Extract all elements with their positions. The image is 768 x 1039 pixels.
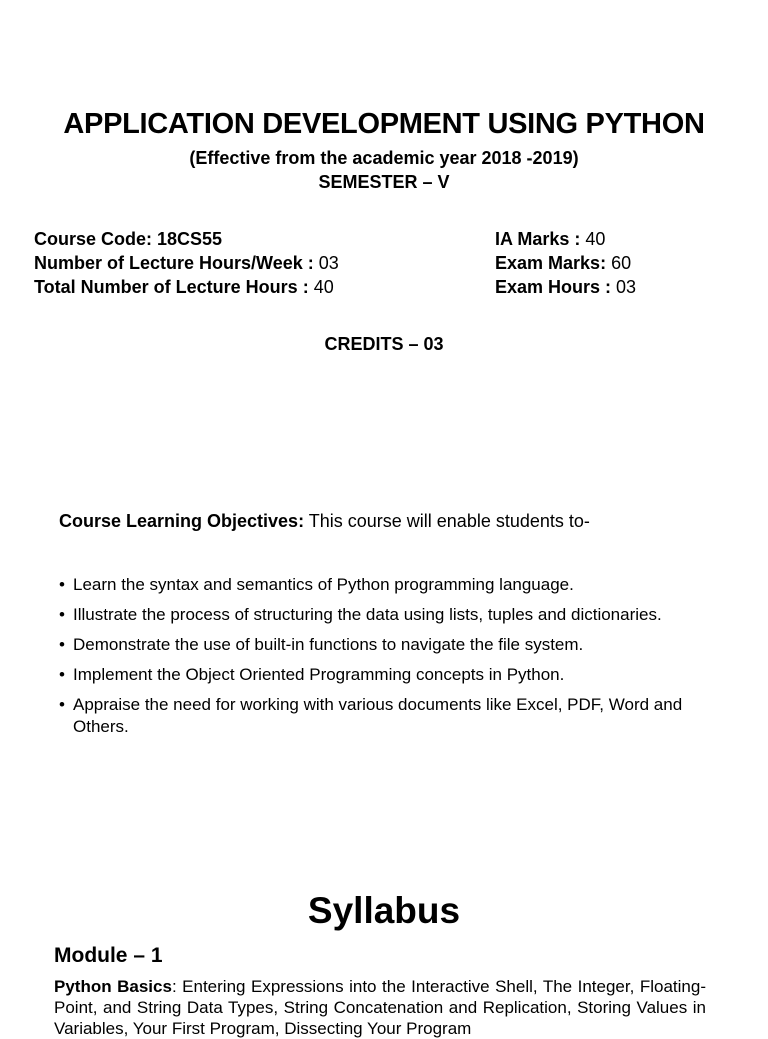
objective-item [59, 634, 699, 656]
bullet-icon: • [59, 605, 65, 624]
objectives-label: Course Learning Objectives: [59, 511, 305, 531]
module-topic-label: Python Basics [54, 977, 172, 996]
total-lecture-hours-value: 40 [308, 277, 334, 297]
exam-hours-label: Exam Hours : [495, 277, 612, 297]
semester-label: SEMESTER – V [318, 172, 450, 192]
course-title: APPLICATION DEVELOPMENT USING PYTHON [63, 108, 705, 140]
objective-item [59, 664, 699, 686]
objective-text: Demonstrate the use of built-in functions to navigate the file system. [73, 635, 584, 654]
bullet-icon: • [59, 635, 65, 654]
course-code [34, 227, 222, 251]
effective-year: (Effective from the academic year 2018 -2019) [189, 148, 579, 168]
exam-marks-label: Exam Marks: [495, 253, 607, 273]
objectives-heading [59, 511, 590, 532]
objective-text: Illustrate the process of structuring the data using lists, tuples and dictionaries. [73, 605, 662, 624]
exam-marks-value: 60 [606, 253, 632, 273]
objective-item [59, 604, 699, 626]
ia-marks-label: IA Marks : [495, 229, 581, 249]
objective-text: Learn the syntax and semantics of Python programming language. [73, 575, 574, 594]
syllabus-heading: Syllabus [307, 890, 461, 931]
exam-hours [495, 275, 636, 299]
objectives-intro: This course will enable students to- [304, 511, 590, 531]
bullet-icon: • [59, 665, 65, 684]
objective-item [59, 574, 699, 596]
objective-text: Appraise the need for working with various documents like Excel, PDF, Word and Others. [73, 695, 683, 736]
objective-text: Implement the Object Oriented Programming concepts in Python. [73, 665, 565, 684]
credits-label: CREDITS – 03 [324, 334, 444, 354]
ia-marks-value: 40 [580, 229, 606, 249]
lecture-hours-week [34, 251, 339, 275]
lecture-hours-week-value: 03 [313, 253, 339, 273]
total-lecture-hours [34, 275, 334, 299]
exam-hours-value: 03 [611, 277, 637, 297]
objective-item [59, 694, 699, 738]
exam-marks [495, 251, 631, 275]
course-code-label: Course Code: 18CS55 [34, 229, 223, 249]
objectives-list [59, 574, 699, 746]
lecture-hours-week-label: Number of Lecture Hours/Week : [34, 253, 314, 273]
bullet-icon: • [59, 695, 65, 714]
total-lecture-hours-label: Total Number of Lecture Hours : [34, 277, 309, 297]
module-topic-text: : Entering Expressions into the Interactive Shell, The Integer, Floating-Point, and String Data Types, String Concatenation and Replication, Storing Values in Variables, Your First Program, Dissecting Your Program [54, 977, 706, 1038]
ia-marks [495, 227, 605, 251]
bullet-icon: • [59, 575, 65, 594]
module-title: Module – 1 [54, 944, 163, 967]
module-description [54, 976, 706, 1039]
